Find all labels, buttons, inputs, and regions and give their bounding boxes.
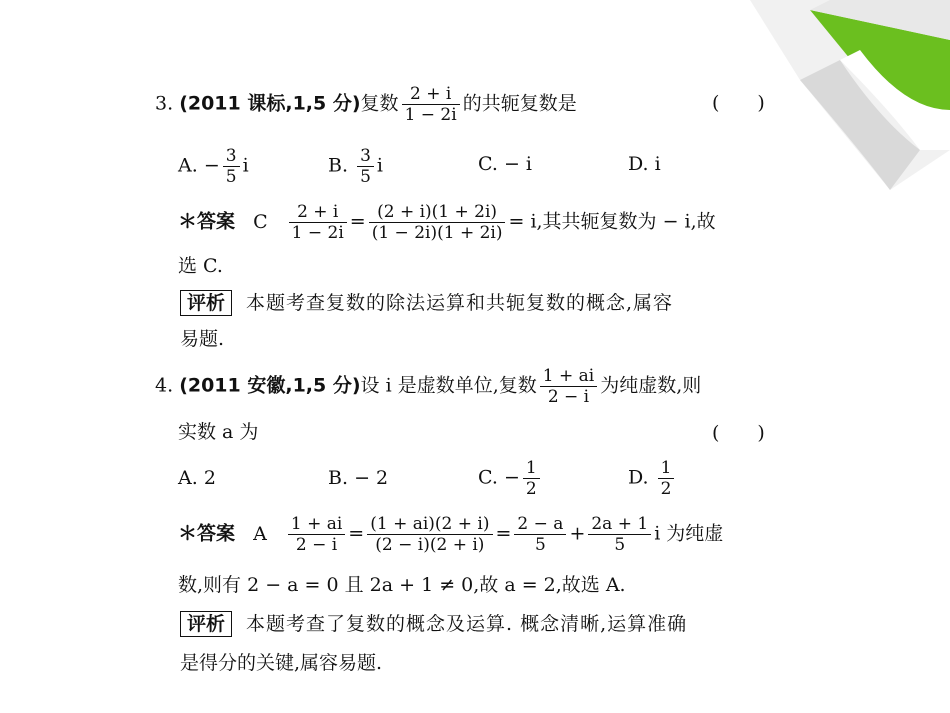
- q3-answer-blank: ( ): [712, 92, 765, 114]
- q3-number: 3.: [155, 92, 174, 115]
- q4-analysis: [180, 611, 687, 637]
- q4-option-b[interactable]: B. − 2: [328, 467, 389, 489]
- q4-stem-line2: 实数 a 为: [178, 421, 259, 443]
- q3-ans-fraction-1: $\frac{2 + i}{1 - 2i}$: [289, 202, 347, 243]
- q4-ans-tail: i 为纯虚: [654, 522, 724, 545]
- q3-option-b[interactable]: B. $\frac{3}{5}$ i: [328, 146, 383, 187]
- q4-answer-choice: A: [253, 522, 267, 545]
- q3-analysis-line2: 易题.: [180, 328, 225, 350]
- q4-option-d[interactable]: D. $\frac{1}{2}$: [628, 458, 677, 499]
- q4-source: (2011 安徽,1,5 分): [179, 374, 361, 397]
- q3-ans-fraction-2: $\frac{(2 + i)(1 + 2i)}{(1 - 2i)(1 + 2i)}$: [369, 202, 506, 243]
- q4-ans-fraction-2: $\frac{(1 + ai)(2 + i)}{(2 - i)(2 + i)}$: [367, 514, 492, 555]
- q3-pre: 复数: [360, 92, 399, 115]
- q4-ans-fraction-1: $\frac{1 + ai}{2 - i}$: [288, 514, 345, 555]
- q4-answer-line2: 数,则有 2 − a = 0 且 2a + 1 ≠ 0,故 a = 2,故选 A.: [178, 574, 626, 596]
- q3-answer: ＊答案 C $\frac{2 + i}{1 - 2i}$ = $\frac{(2 + i)(1 + 2i)}{(1 - 2i)(1 + 2i)}$ = i,其共轭复数为 − i,故: [178, 202, 716, 243]
- q3-post: 的共轭复数是: [462, 92, 577, 115]
- q4-fraction: $\frac{1 + ai}{2 - i}$: [540, 366, 597, 407]
- q4-answer-label: ＊答案: [178, 522, 236, 545]
- q4-ans-fraction-3: $\frac{2 - a}{5}$: [514, 514, 566, 555]
- q4-option-a[interactable]: A. 2: [178, 467, 216, 489]
- q4-option-c[interactable]: C. − $\frac{1}{2}$: [478, 458, 543, 499]
- q3-ans-tail: = i,其共轭复数为 − i,故: [508, 210, 716, 233]
- q3-answer-line2: 选 C.: [178, 255, 223, 277]
- q3-answer-choice: C: [253, 210, 268, 233]
- q3-analysis: [180, 290, 673, 316]
- q4-analysis-line1: 本题考查了复数的概念及运算. 概念清晰,运算准确: [246, 613, 688, 635]
- q4-ans-fraction-4: $\frac{2a + 1}{5}$: [588, 514, 651, 555]
- q4-analysis-line2: 是得分的关键,属容易题.: [180, 652, 383, 674]
- q3-option-d[interactable]: D. i: [628, 153, 661, 175]
- q3-option-a[interactable]: A. − $\frac{3}{5}$ i: [178, 146, 249, 187]
- q4-analysis-label: 评析: [180, 611, 232, 637]
- q4-answer-blank: ( ): [712, 422, 765, 444]
- q3-analysis-label: 评析: [180, 290, 232, 316]
- q3-fraction: $\frac{2 + i}{1 - 2i}$: [402, 84, 460, 125]
- q4-pre: 设 i 是虚数单位,复数: [360, 374, 537, 397]
- q4-stem: [155, 366, 701, 407]
- q3-source: (2011 课标,1,5 分): [179, 92, 361, 115]
- q3-option-c[interactable]: C. − i: [478, 153, 532, 175]
- q4-answer: ＊答案 A $\frac{1 + ai}{2 - i}$ = $\frac{(1 + ai)(2 + i)}{(2 - i)(2 + i)}$ = $\frac{2 - a}{5}$ + $\frac{2a + 1}{5}$ i 为纯虚: [178, 514, 724, 555]
- q3-answer-label: ＊答案: [178, 210, 236, 233]
- q4-post: 为纯虚数,则: [600, 374, 702, 397]
- q3-stem: [155, 84, 577, 125]
- q4-number: 4.: [155, 374, 174, 397]
- q3-analysis-line1: 本题考查复数的除法运算和共轭复数的概念,属容: [246, 292, 674, 314]
